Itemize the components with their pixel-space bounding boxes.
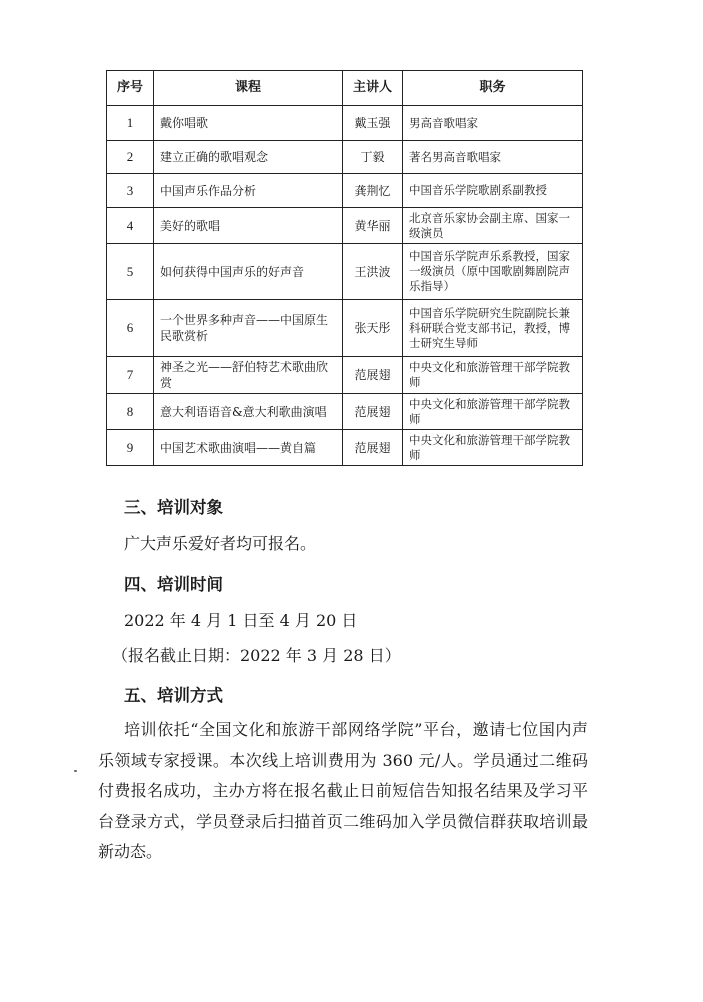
row-title: 男高音歌唱家 (403, 106, 583, 141)
row-course: 中国声乐作品分析 (154, 174, 343, 208)
row-no: 5 (107, 244, 154, 300)
table-row (107, 106, 583, 141)
section3-text: 广大声乐爱好者均可报名。 (124, 534, 317, 553)
row-course: 神圣之光——舒伯特艺术歌曲欣赏 (154, 357, 343, 394)
row-no: 8 (107, 394, 154, 430)
row-no: 9 (107, 430, 154, 466)
training-date: 2022 年 4 月 1 日至 4 月 20 日 (124, 611, 358, 630)
table-row (107, 300, 583, 357)
row-no: 7 (107, 357, 154, 394)
row-lecturer: 丁毅 (343, 141, 403, 174)
row-lecturer: 范展翅 (343, 430, 403, 466)
row-title: 中央文化和旅游管理干部学院教师 (403, 357, 583, 394)
row-course: 戴你唱歌 (154, 106, 343, 141)
row-lecturer: 龚荆忆 (343, 174, 403, 208)
row-title: 中央文化和旅游管理干部学院教师 (403, 430, 583, 466)
header-title: 职务 (403, 71, 583, 106)
row-no: 3 (107, 174, 154, 208)
row-title: 北京音乐家协会副主席、国家一级演员 (403, 208, 583, 244)
scan-speck (74, 770, 77, 772)
row-course: 意大利语语音&意大利歌曲演唱 (154, 394, 343, 430)
row-course: 美好的歌唱 (154, 208, 343, 244)
section5-heading: 五、培训方式 (124, 686, 223, 705)
row-lecturer: 黄华丽 (343, 208, 403, 244)
section3-heading: 三、培训对象 (124, 498, 223, 517)
row-title: 中央文化和旅游管理干部学院教师 (403, 394, 583, 430)
table-row (107, 430, 583, 466)
registration-deadline: （报名截止日期：2022 年 3 月 28 日） (112, 646, 401, 665)
row-title: 中国音乐学院研究生院副院长兼科研联合党支部书记，教授，博士研究生导师 (403, 300, 583, 357)
row-course: 中国艺术歌曲演唱——黄自篇 (154, 430, 343, 466)
row-no: 6 (107, 300, 154, 357)
header-no: 序号 (107, 71, 154, 106)
table-row (107, 208, 583, 244)
row-no: 4 (107, 208, 154, 244)
row-title: 中国音乐学院歌剧系副教授 (403, 174, 583, 208)
row-no: 2 (107, 141, 154, 174)
row-title: 著名男高音歌唱家 (403, 141, 583, 174)
row-course: 建立正确的歌唱观念 (154, 141, 343, 174)
row-no: 1 (107, 106, 154, 141)
table-header-row (107, 71, 583, 106)
table-row (107, 174, 583, 208)
section5-text: 培训依托“全国文化和旅游干部网络学院”平台，邀请七位国内声乐领域专家授课。本次线上培训费用为 360 元/人。学员通过二维码付费报名成功，主办方将在报名截止日前短信告知报名结果及学习平台登录方式，学员登录后扫描首页二维码加入学员微信群获取培训最新动态。 (98, 720, 588, 861)
row-lecturer: 范展翅 (343, 357, 403, 394)
table-row (107, 357, 583, 394)
row-lecturer: 张天彤 (343, 300, 403, 357)
course-table (106, 70, 583, 466)
row-title: 中国音乐学院声乐系教授，国家一级演员（原中国歌剧舞剧院声乐指导） (403, 244, 583, 300)
row-lecturer: 王洪波 (343, 244, 403, 300)
table-row (107, 244, 583, 300)
table-row (107, 141, 583, 174)
row-course: 一个世界多种声音——中国原生民歌赏析 (154, 300, 343, 357)
table-row (107, 394, 583, 430)
row-course: 如何获得中国声乐的好声音 (154, 244, 343, 300)
header-lecturer: 主讲人 (343, 71, 403, 106)
header-course: 课程 (154, 71, 343, 106)
section4-heading: 四、培训时间 (124, 575, 223, 594)
row-lecturer: 戴玉强 (343, 106, 403, 141)
row-lecturer: 范展翅 (343, 394, 403, 430)
